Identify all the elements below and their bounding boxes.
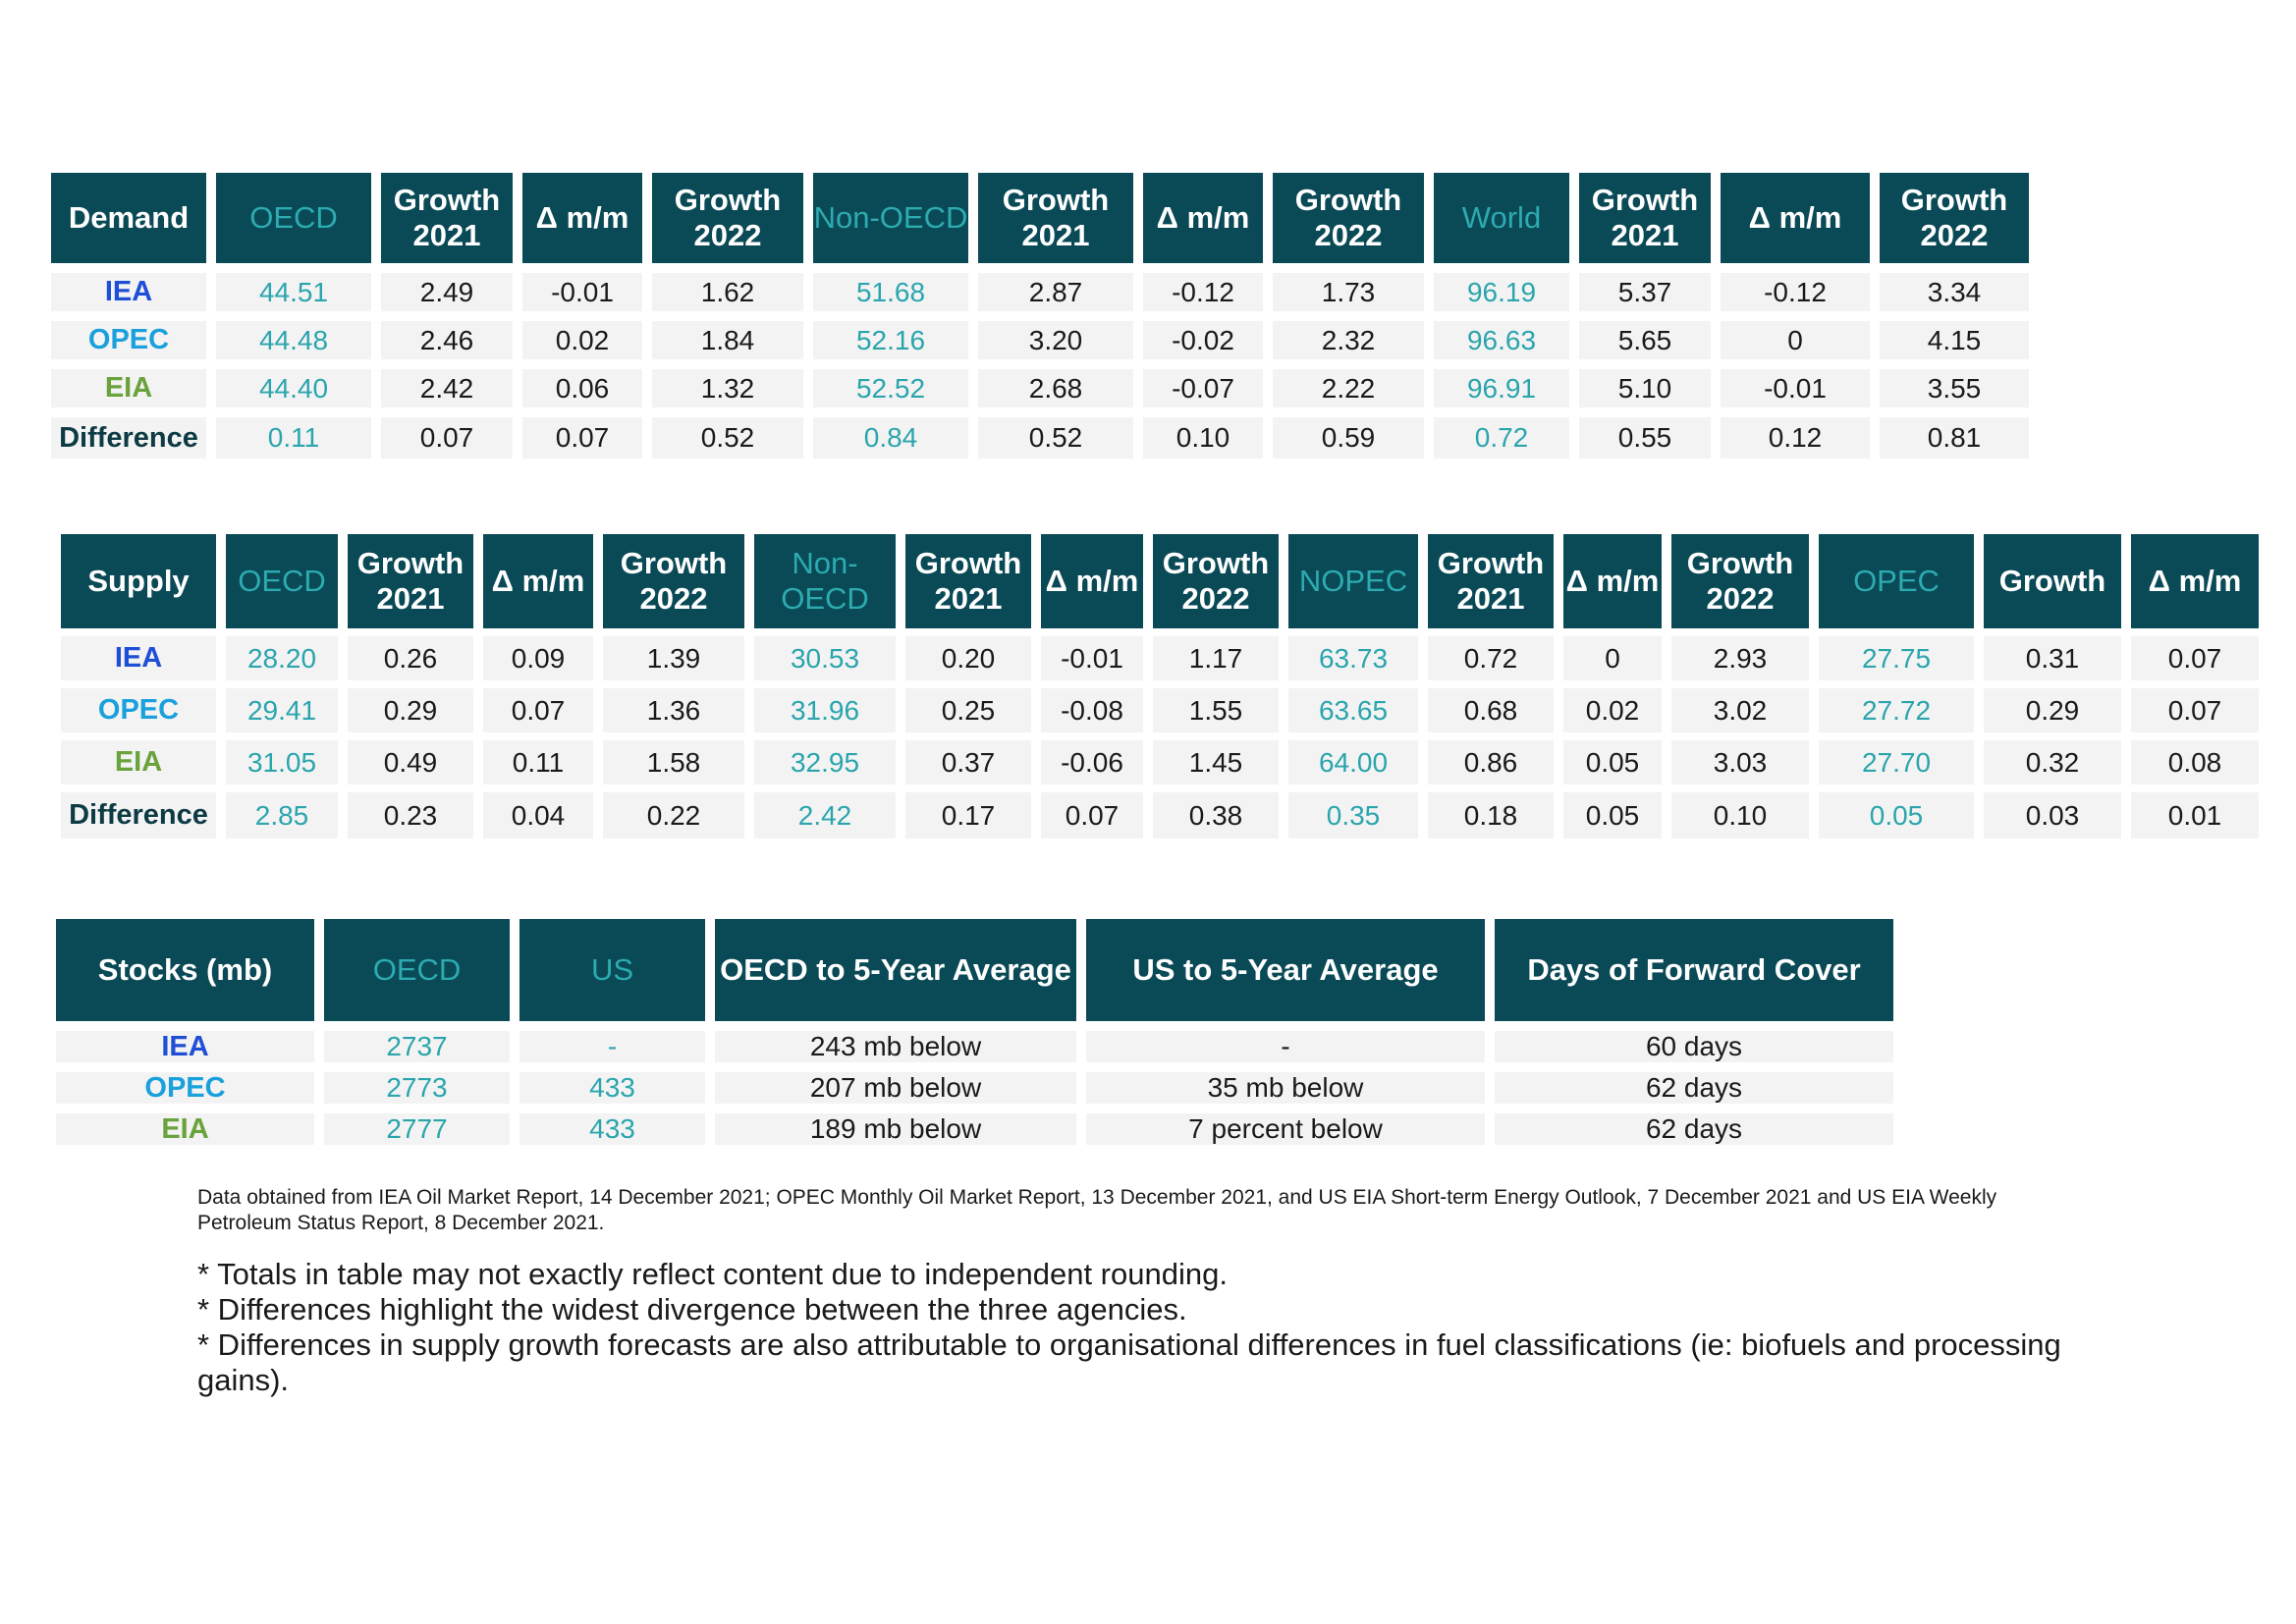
- demand-column-header: Growth 2022: [1273, 173, 1424, 263]
- supply-table-cell: 0.72: [1428, 636, 1554, 680]
- demand-column-header: Non-OECD: [813, 173, 968, 263]
- demand-table-cell: -0.07: [1143, 369, 1263, 407]
- supply-table-cell: 0.07: [2131, 636, 2259, 680]
- supply-column-header: Growth 2022: [1153, 534, 1279, 628]
- demand-column-header: Growth 2022: [1880, 173, 2029, 263]
- supply-column-header: NOPEC: [1288, 534, 1418, 628]
- stocks-table-cell: 2737: [324, 1031, 510, 1062]
- stocks-table-cell: 433: [519, 1113, 705, 1145]
- supply-row-label: IEA: [61, 636, 216, 680]
- supply-table-cell: -0.01: [1041, 636, 1143, 680]
- supply-table-cell: 1.55: [1153, 688, 1279, 732]
- demand-table-cell: 0.84: [813, 417, 968, 459]
- supply-table-cell: 0: [1563, 636, 1662, 680]
- supply-row-label: OPEC: [61, 688, 216, 732]
- demand-table-cell: 0.10: [1143, 417, 1263, 459]
- supply-column-header: Growth 2021: [1428, 534, 1554, 628]
- demand-column-header: Δ m/m: [522, 173, 642, 263]
- supply-table-cell: 0.18: [1428, 792, 1554, 839]
- supply-column-header: Growth 2021: [905, 534, 1031, 628]
- demand-table-cell: -0.01: [522, 273, 642, 311]
- supply-table-cell: 63.65: [1288, 688, 1418, 732]
- demand-row-label: Difference: [51, 417, 206, 459]
- supply-table-cell: 0.86: [1428, 740, 1554, 785]
- supply-table-cell: 0.04: [483, 792, 593, 839]
- demand-table-cell: 0.11: [216, 417, 371, 459]
- stocks-table-cell: 433: [519, 1072, 705, 1104]
- demand-table-cell: 0.07: [522, 417, 642, 459]
- supply-table-cell: 1.17: [1153, 636, 1279, 680]
- supply-header-title: Supply: [61, 534, 216, 628]
- stocks-table-cell: -: [519, 1031, 705, 1062]
- demand-table-cell: 0.02: [522, 321, 642, 359]
- supply-table-cell: 2.93: [1671, 636, 1809, 680]
- demand-table-cell: 3.20: [978, 321, 1133, 359]
- supply-column-header: Δ m/m: [483, 534, 593, 628]
- demand-table: [51, 173, 2029, 459]
- demand-table-cell: -0.01: [1721, 369, 1870, 407]
- demand-table-cell: 2.68: [978, 369, 1133, 407]
- demand-table-cell: 3.55: [1880, 369, 2029, 407]
- demand-table-cell: 51.68: [813, 273, 968, 311]
- demand-table-cell: 2.22: [1273, 369, 1424, 407]
- supply-table-cell: -0.08: [1041, 688, 1143, 732]
- footnote-rounding: * Totals in table may not exactly reflect content due to independent rounding.: [197, 1257, 1228, 1291]
- stocks-table-cell: -: [1086, 1031, 1485, 1062]
- supply-table-cell: 1.39: [603, 636, 744, 680]
- demand-column-header: Growth 2021: [381, 173, 513, 263]
- demand-table-cell: 2.42: [381, 369, 513, 407]
- stocks-table-cell: 189 mb below: [715, 1113, 1076, 1145]
- supply-table-cell: 0.25: [905, 688, 1031, 732]
- supply-column-header: Growth 2022: [1671, 534, 1809, 628]
- supply-column-header: Growth: [1984, 534, 2121, 628]
- supply-table-cell: 1.58: [603, 740, 744, 785]
- demand-table-cell: 0.12: [1721, 417, 1870, 459]
- demand-table-cell: 1.84: [652, 321, 803, 359]
- demand-table-cell: 0.81: [1880, 417, 2029, 459]
- demand-table-cell: -0.12: [1721, 273, 1870, 311]
- stocks-row-label: IEA: [56, 1031, 314, 1062]
- demand-table-cell: -0.02: [1143, 321, 1263, 359]
- stocks-table-cell: 2773: [324, 1072, 510, 1104]
- demand-table-cell: 0: [1721, 321, 1870, 359]
- supply-table-cell: 0.07: [2131, 688, 2259, 732]
- demand-table-cell: 44.48: [216, 321, 371, 359]
- demand-column-header: Δ m/m: [1721, 173, 1870, 263]
- supply-table: [61, 534, 2259, 839]
- supply-column-header: Growth 2021: [348, 534, 473, 628]
- stocks-column-header: Days of Forward Cover: [1495, 919, 1893, 1021]
- demand-table-cell: 1.32: [652, 369, 803, 407]
- supply-table-cell: 0.32: [1984, 740, 2121, 785]
- supply-table-cell: 31.96: [754, 688, 896, 732]
- supply-table-cell: 0.20: [905, 636, 1031, 680]
- supply-table-cell: 0.23: [348, 792, 473, 839]
- supply-table-cell: 1.36: [603, 688, 744, 732]
- demand-table-cell: 2.49: [381, 273, 513, 311]
- demand-table-cell: 3.34: [1880, 273, 2029, 311]
- supply-table-cell: 0.31: [1984, 636, 2121, 680]
- supply-table-cell: 28.20: [226, 636, 338, 680]
- demand-table-cell: 2.46: [381, 321, 513, 359]
- demand-table-cell: -0.12: [1143, 273, 1263, 311]
- stocks-column-header: US to 5-Year Average: [1086, 919, 1485, 1021]
- demand-table-cell: 44.51: [216, 273, 371, 311]
- supply-table-cell: 3.02: [1671, 688, 1809, 732]
- supply-table-cell: 0.02: [1563, 688, 1662, 732]
- demand-table-cell: 96.19: [1434, 273, 1569, 311]
- footnote-classification: * Differences in supply growth forecasts are also attributable to organisational differences in fuel classifications (ie: biofuels and processing gains).: [197, 1327, 2061, 1397]
- demand-table-cell: 0.52: [652, 417, 803, 459]
- supply-table-cell: 64.00: [1288, 740, 1418, 785]
- demand-table-cell: 4.15: [1880, 321, 2029, 359]
- demand-table-cell: 0.59: [1273, 417, 1424, 459]
- stocks-header-title: Stocks (mb): [56, 919, 314, 1021]
- supply-table-cell: 0.10: [1671, 792, 1809, 839]
- demand-table-cell: 0.06: [522, 369, 642, 407]
- demand-table-cell: 52.52: [813, 369, 968, 407]
- supply-table-cell: 0.37: [905, 740, 1031, 785]
- supply-table-cell: 0.22: [603, 792, 744, 839]
- stocks-table-cell: 62 days: [1495, 1072, 1893, 1104]
- source-note: Data obtained from IEA Oil Market Report, 14 December 2021; OPEC Monthly Oil Market Report, 13 December 2021, and US EIA Short-term Energy Outlook, 7 December 2021 and US EIA Weekly Petroleum Status Report, 8 December 2021.: [197, 1186, 1997, 1234]
- supply-column-header: Δ m/m: [1563, 534, 1662, 628]
- demand-table-cell: 96.91: [1434, 369, 1569, 407]
- supply-table-cell: 0.09: [483, 636, 593, 680]
- demand-table-cell: 1.62: [652, 273, 803, 311]
- demand-column-header: Growth 2022: [652, 173, 803, 263]
- supply-table-cell: 29.41: [226, 688, 338, 732]
- stocks-table-cell: 2777: [324, 1113, 510, 1145]
- demand-column-header: Δ m/m: [1143, 173, 1263, 263]
- supply-column-header: OECD: [226, 534, 338, 628]
- supply-column-header: Growth 2022: [603, 534, 744, 628]
- supply-table-cell: 32.95: [754, 740, 896, 785]
- demand-column-header: OECD: [216, 173, 371, 263]
- demand-table-cell: 1.73: [1273, 273, 1424, 311]
- stocks-table-cell: 62 days: [1495, 1113, 1893, 1145]
- stocks-table-cell: 207 mb below: [715, 1072, 1076, 1104]
- demand-table-cell: 2.87: [978, 273, 1133, 311]
- supply-table-cell: 27.72: [1819, 688, 1974, 732]
- supply-table-cell: 0.38: [1153, 792, 1279, 839]
- supply-table-cell: 0.17: [905, 792, 1031, 839]
- footnotes: [197, 1257, 2122, 1398]
- demand-table-cell: 5.10: [1579, 369, 1711, 407]
- demand-table-cell: 5.37: [1579, 273, 1711, 311]
- supply-table-cell: 0.03: [1984, 792, 2121, 839]
- demand-table-cell: 44.40: [216, 369, 371, 407]
- supply-table-cell: 0.49: [348, 740, 473, 785]
- supply-table-cell: 0.08: [2131, 740, 2259, 785]
- stocks-column-header: OECD: [324, 919, 510, 1021]
- supply-column-header: Δ m/m: [2131, 534, 2259, 628]
- supply-column-header: Δ m/m: [1041, 534, 1143, 628]
- stocks-column-header: US: [519, 919, 705, 1021]
- demand-row-label: EIA: [51, 369, 206, 407]
- supply-table-cell: 1.45: [1153, 740, 1279, 785]
- supply-table-cell: 2.85: [226, 792, 338, 839]
- demand-column-header: Growth 2021: [1579, 173, 1711, 263]
- demand-table-cell: 52.16: [813, 321, 968, 359]
- supply-table-cell: 0.35: [1288, 792, 1418, 839]
- stocks-row-label: OPEC: [56, 1072, 314, 1104]
- supply-table-cell: 0.07: [1041, 792, 1143, 839]
- demand-column-header: World: [1434, 173, 1569, 263]
- stocks-table: [56, 919, 1893, 1145]
- supply-table-cell: 0.05: [1563, 740, 1662, 785]
- supply-table-cell: 0.07: [483, 688, 593, 732]
- supply-table-cell: 3.03: [1671, 740, 1809, 785]
- stocks-table-cell: 7 percent below: [1086, 1113, 1485, 1145]
- supply-table-cell: 0.01: [2131, 792, 2259, 839]
- supply-table-cell: 63.73: [1288, 636, 1418, 680]
- demand-column-header: Growth 2021: [978, 173, 1133, 263]
- stocks-table-cell: 35 mb below: [1086, 1072, 1485, 1104]
- supply-table-cell: 0.29: [1984, 688, 2121, 732]
- supply-table-cell: 0.68: [1428, 688, 1554, 732]
- demand-table-cell: 0.07: [381, 417, 513, 459]
- supply-table-cell: 27.75: [1819, 636, 1974, 680]
- demand-table-cell: 0.52: [978, 417, 1133, 459]
- supply-table-cell: 0.26: [348, 636, 473, 680]
- stocks-column-header: OECD to 5-Year Average: [715, 919, 1076, 1021]
- supply-row-label: EIA: [61, 740, 216, 785]
- supply-table-cell: 0.05: [1819, 792, 1974, 839]
- supply-table-cell: -0.06: [1041, 740, 1143, 785]
- demand-table-cell: 0.72: [1434, 417, 1569, 459]
- supply-table-cell: 0.29: [348, 688, 473, 732]
- footnote-divergence: * Differences highlight the widest divergence between the three agencies.: [197, 1292, 1187, 1326]
- supply-table-cell: 30.53: [754, 636, 896, 680]
- supply-table-cell: 31.05: [226, 740, 338, 785]
- supply-table-cell: 27.70: [1819, 740, 1974, 785]
- demand-table-cell: 5.65: [1579, 321, 1711, 359]
- supply-table-cell: 0.05: [1563, 792, 1662, 839]
- supply-table-cell: 2.42: [754, 792, 896, 839]
- demand-table-cell: 96.63: [1434, 321, 1569, 359]
- supply-row-label: Difference: [61, 792, 216, 839]
- stocks-table-cell: 243 mb below: [715, 1031, 1076, 1062]
- supply-column-header: OPEC: [1819, 534, 1974, 628]
- demand-table-cell: 2.32: [1273, 321, 1424, 359]
- demand-table-cell: 0.55: [1579, 417, 1711, 459]
- supply-table-cell: 0.11: [483, 740, 593, 785]
- supply-column-header: Non-OECD: [754, 534, 896, 628]
- stocks-row-label: EIA: [56, 1113, 314, 1145]
- demand-row-label: IEA: [51, 273, 206, 311]
- demand-row-label: OPEC: [51, 321, 206, 359]
- stocks-table-cell: 60 days: [1495, 1031, 1893, 1062]
- demand-header-title: Demand: [51, 173, 206, 263]
